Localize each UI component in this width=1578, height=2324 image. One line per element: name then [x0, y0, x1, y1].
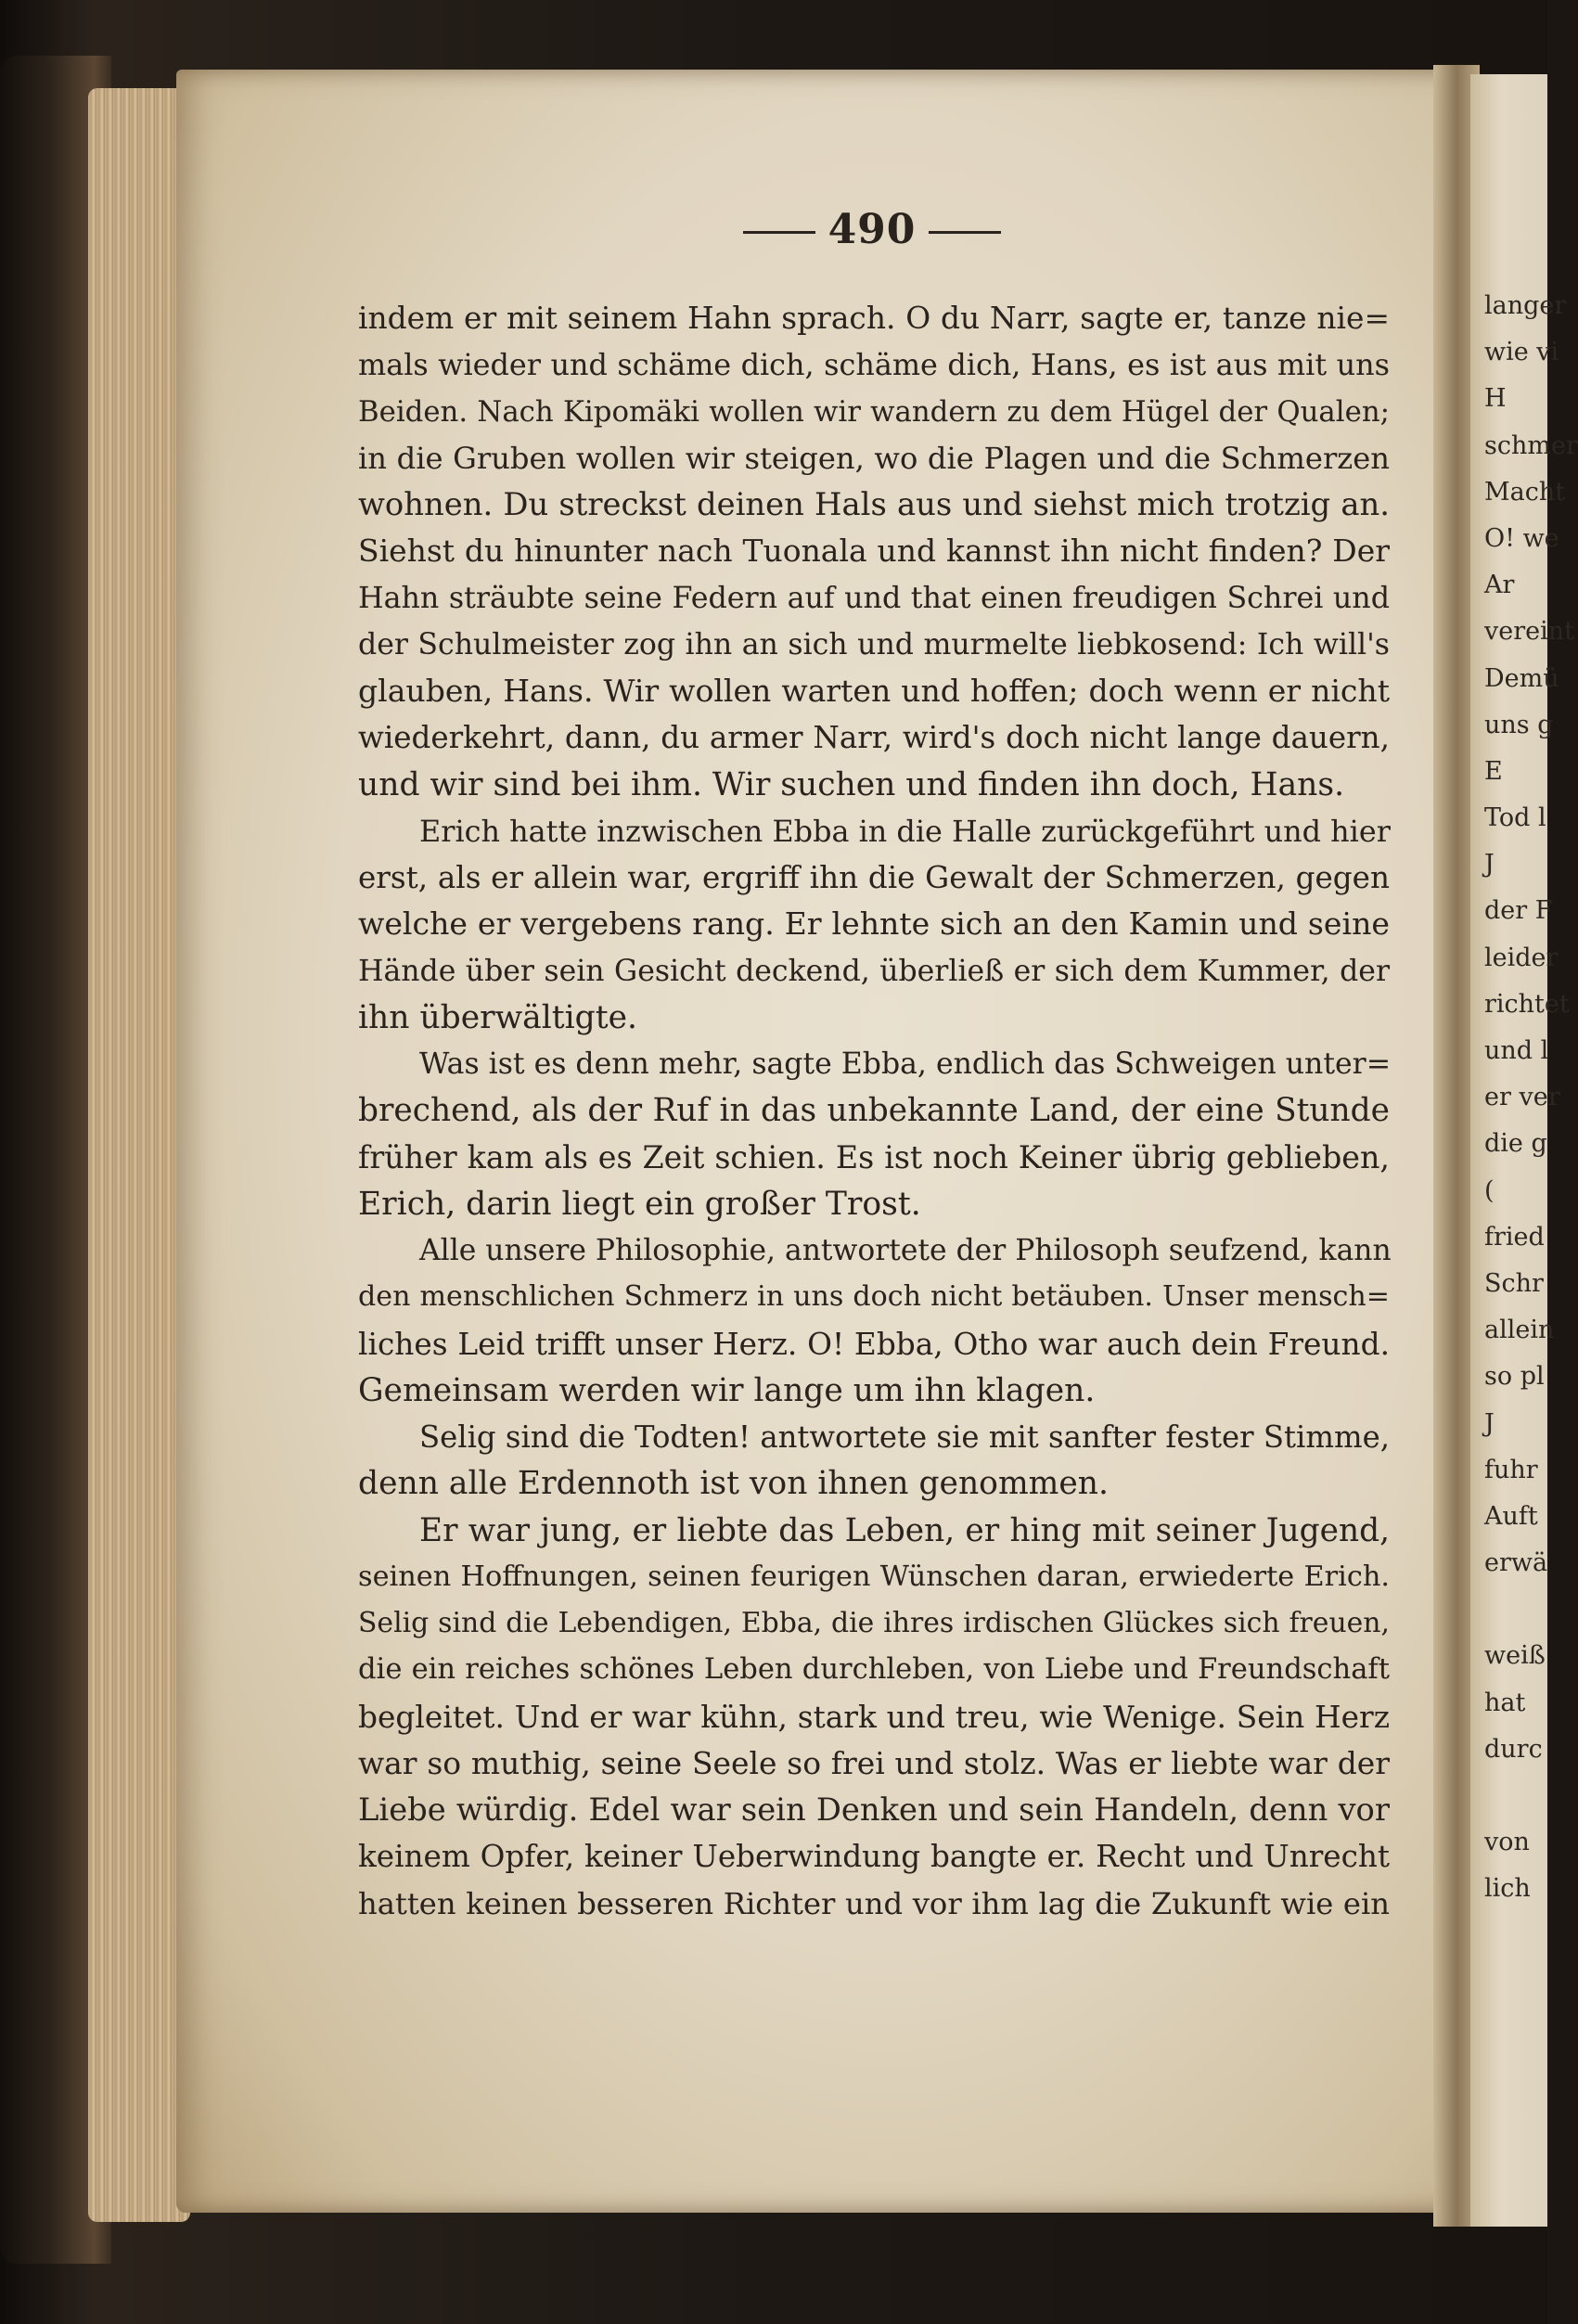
- text-line: Was ist es denn mehr, sagte Ebba, endlich das Schweigen unter=: [419, 1047, 1392, 1081]
- text-line: Selig sind die Todten! antwortete sie mit sanfter fester Stimme,: [419, 1419, 1390, 1455]
- facing-page-fragment: die g: [1484, 1129, 1547, 1159]
- facing-page-fragment: (: [1484, 1175, 1495, 1205]
- facing-page-fragment: schmer: [1484, 430, 1578, 460]
- facing-page-fragment: so pl: [1484, 1362, 1545, 1392]
- facing-page-fragment: J: [1484, 850, 1495, 880]
- text-line: erst, als er allein war, ergriff ihn die Gewalt der Schmerzen, gegen: [358, 860, 1390, 895]
- facing-page-fragment: H: [1484, 384, 1507, 414]
- text-line: Selig sind die Lebendigen, Ebba, die ihres irdischen Glückes sich freuen,: [358, 1607, 1390, 1639]
- facing-page-fragment: erwä: [1484, 1548, 1548, 1578]
- text-line: die ein reiches schönes Leben durchleben, von Liebe und Freundschaft: [358, 1653, 1390, 1687]
- text-line: hatten keinen besseren Richter und vor ihm lag die Zukunft wie ein: [358, 1885, 1390, 1921]
- text-line: Erich hatte inzwischen Ebba in die Halle zurückgeführt und hier: [419, 813, 1391, 849]
- facing-page-fragment: [1484, 1586, 1547, 1633]
- facing-page-fragment: weiß: [1484, 1641, 1546, 1671]
- facing-page-fragment: uns g: [1484, 710, 1554, 739]
- facing-page-fragment: langer: [1484, 291, 1567, 320]
- text-line: liches Leid trifft unser Herz. O! Ebba, Otho war auch dein Freund.: [358, 1326, 1390, 1362]
- text-line: wiederkehrt, dann, du armer Narr, wird's doch nicht lange dauern,: [358, 720, 1390, 756]
- facing-page-fragment: O! we: [1484, 523, 1559, 553]
- text-line: den menschlichen Schmerz in uns doch nicht betäuben. Unser mensch=: [358, 1280, 1390, 1314]
- text-line: begleitet. Und er war kühn, stark und treu, wie Wenige. Sein Herz: [358, 1699, 1390, 1735]
- facing-page-fragment: Macht: [1484, 477, 1566, 507]
- text-line: Hahn sträubte seine Federn auf und that einen freudigen Schrei und: [358, 581, 1390, 615]
- page-number-rule-right: [929, 231, 1001, 234]
- facing-page-fragment: [1484, 1773, 1547, 1819]
- facing-page-fragment: richtet: [1484, 989, 1570, 1019]
- facing-page-fragment: E: [1484, 756, 1503, 786]
- body-text: [358, 295, 1390, 1927]
- facing-page-fragment: durc: [1484, 1734, 1543, 1764]
- text-line: Er war jung, er liebte das Leben, er hing mit seiner Jugend,: [419, 1511, 1390, 1549]
- text-line: glauben, Hans. Wir wollen warten und hoffen; doch wenn er nicht: [358, 673, 1390, 709]
- facing-page-fragment: wie vi: [1484, 338, 1559, 367]
- text-line: Alle unsere Philosophie, antwortete der Philosoph seufzend, kann: [419, 1234, 1392, 1267]
- text-line: und wir sind bei ihm. Wir suchen und finden ihn doch, Hans.: [358, 765, 1345, 803]
- text-line: Gemeinsam werden wir lange um ihn klagen.: [358, 1371, 1096, 1409]
- facing-page-fragment: fuhr: [1484, 1455, 1538, 1484]
- text-line: war so muthig, seine Seele so frei und stolz. Was er liebte war der: [358, 1744, 1390, 1781]
- facing-page-fragment: Tod l: [1484, 803, 1546, 833]
- text-line: wohnen. Du streckst deinen Hals aus und siehst mich trotzig an.: [358, 486, 1390, 522]
- facing-page-fragment: leider: [1484, 943, 1559, 972]
- text-line: in die Gruben wollen wir steigen, wo die Plagen und die Schmerzen: [358, 440, 1390, 476]
- text-line: keinem Opfer, keiner Ueberwindung bangte er. Recht und Unrecht: [358, 1839, 1390, 1875]
- page-number-rule-left: [743, 231, 815, 234]
- text-line: früher kam als es Zeit schien. Es ist noch Keiner übrig geblieben,: [358, 1138, 1390, 1175]
- text-line: der Schulmeister zog ihn an sich und murmelte liebkosend: Ich will's: [358, 627, 1390, 661]
- facing-page-text: [1484, 283, 1578, 1913]
- facing-page-fragment: fried: [1484, 1222, 1545, 1252]
- page-edges: [88, 88, 190, 2222]
- text-line: ihn überwältigte.: [358, 998, 638, 1036]
- text-line: Siehst du hinunter nach Tuonala und kannst ihn nicht finden? Der: [358, 533, 1390, 570]
- text-line: indem er mit seinem Hahn sprach. O du Narr, sagte er, tanze nie=: [358, 301, 1390, 336]
- text-line: Liebe würdig. Edel war sein Denken und sein Handeln, denn vor: [358, 1791, 1390, 1828]
- facing-page-fragment: und l: [1484, 1036, 1549, 1065]
- text-line: Beiden. Nach Kipomäki wollen wir wandern zu dem Hügel der Qualen;: [358, 394, 1390, 429]
- text-line: seinen Hoffnungen, seinen feurigen Wünschen daran, erwiederte Erich.: [358, 1560, 1390, 1593]
- facing-page-fragment: allein: [1484, 1316, 1555, 1345]
- text-line: brechend, als der Ruf in das unbekannte Land, der eine Stunde: [358, 1092, 1390, 1130]
- page-number-text: 490: [827, 206, 917, 253]
- text-line: mals wieder und schäme dich, schäme dich, Hans, es ist aus mit uns: [358, 347, 1390, 383]
- facing-page-fragment: Ar: [1484, 571, 1515, 600]
- facing-page-fragment: J: [1484, 1408, 1495, 1438]
- text-line: denn alle Erdennoth ist von ihnen genommen.: [358, 1465, 1109, 1503]
- text-line: Hände über sein Gesicht deckend, überließ er sich dem Kummer, der: [358, 954, 1390, 988]
- facing-page-fragment: Auft: [1484, 1501, 1538, 1531]
- facing-page-fragment: lich: [1484, 1874, 1531, 1904]
- facing-page-fragment: der F: [1484, 896, 1553, 926]
- facing-page-fragment: Demü: [1484, 663, 1559, 693]
- page-number: [724, 206, 1020, 253]
- facing-page-fragment: Schr: [1484, 1268, 1544, 1298]
- facing-page-fragment: er ver: [1484, 1083, 1560, 1112]
- text-line: Erich, darin liegt ein großer Trost.: [358, 1185, 921, 1223]
- facing-page-fragment: hat: [1484, 1688, 1526, 1717]
- facing-page-fragment: vereint: [1484, 617, 1574, 647]
- text-line: welche er vergebens rang. Er lehnte sich an den Kamin und seine: [358, 905, 1390, 943]
- facing-page-fragment: von: [1484, 1828, 1530, 1857]
